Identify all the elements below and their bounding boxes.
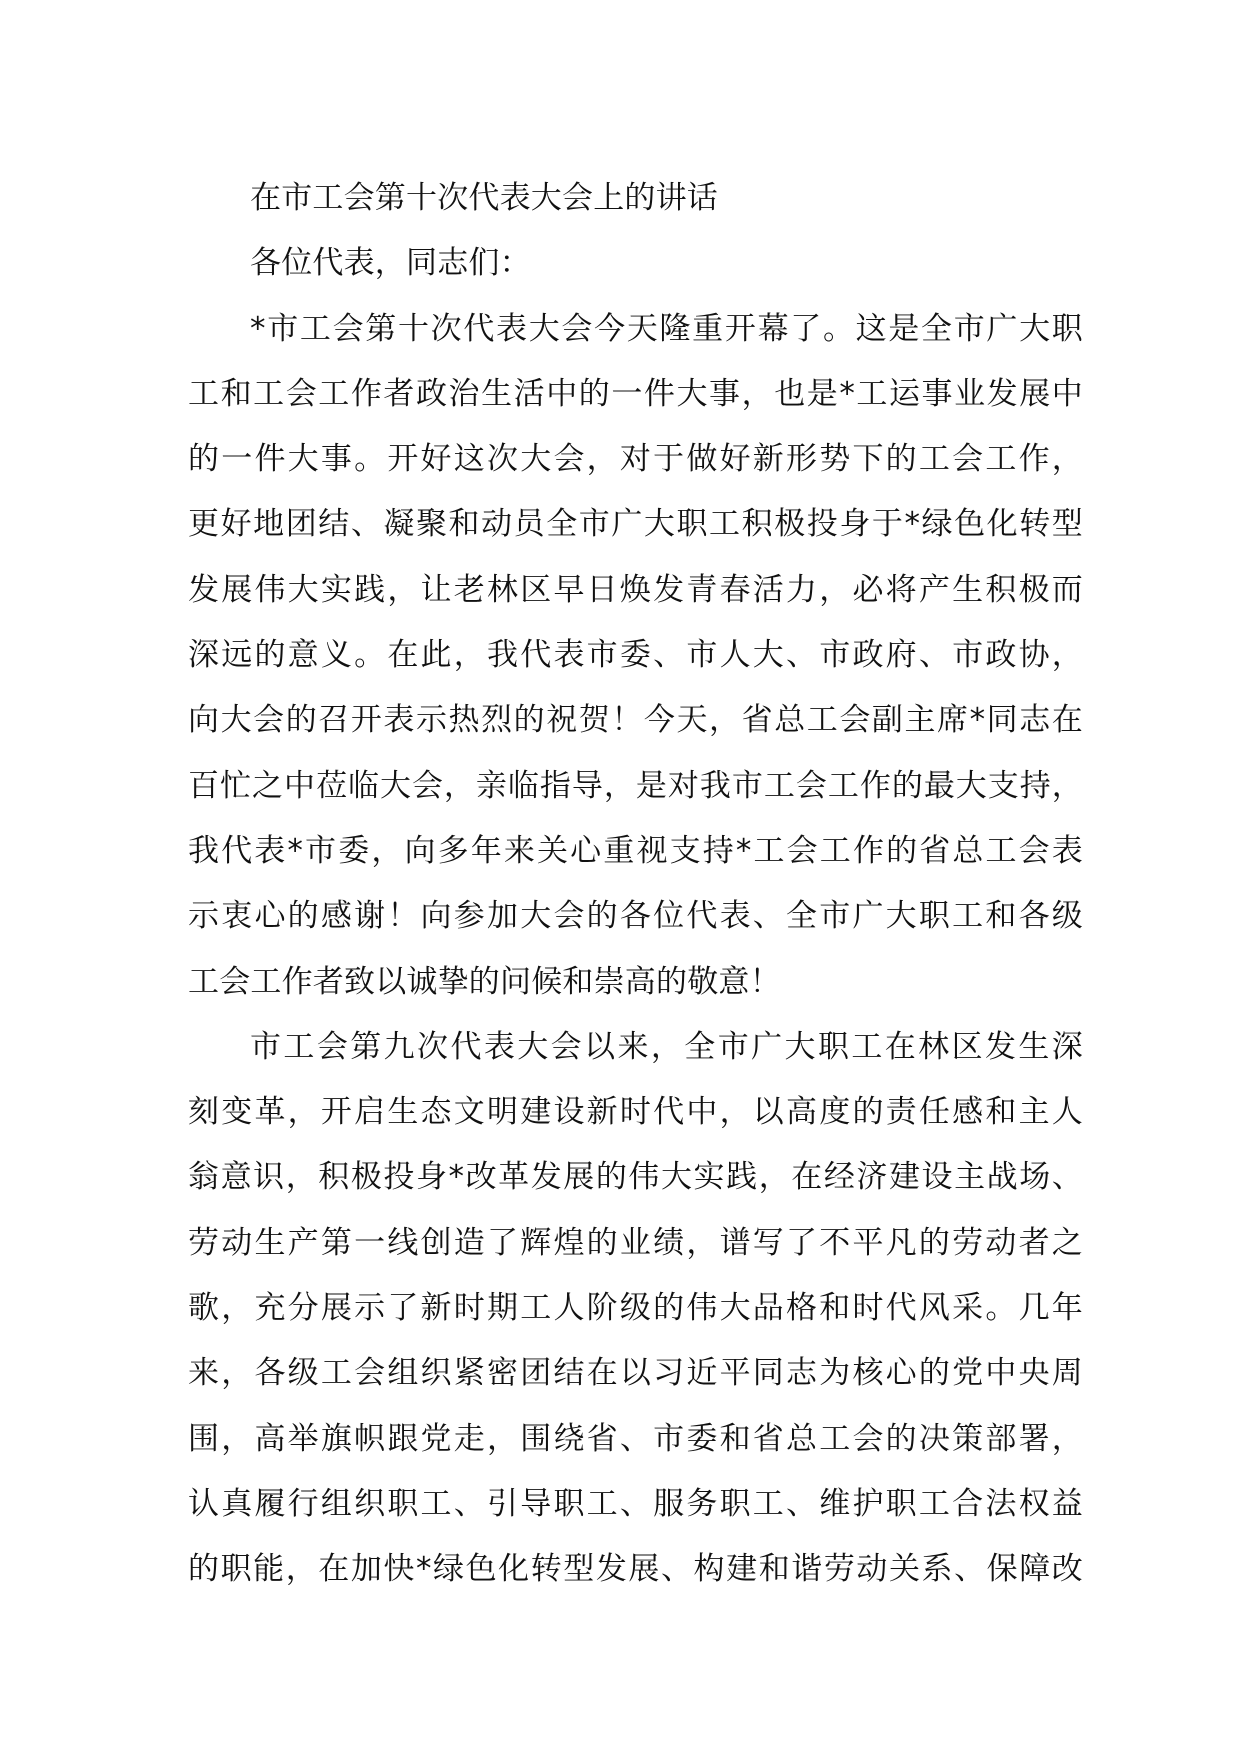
salutation: 各位代表，同志们： xyxy=(250,245,531,282)
paragraph-line: 示衷心的感谢！向参加大会的各位代表、全市广大职工和各级 xyxy=(188,898,1083,935)
paragraph-line: 向大会的召开表示热烈的祝贺！今天，省总工会副主席*同志在 xyxy=(188,702,1083,739)
paragraph-line: 劳动生产第一线创造了辉煌的业绩，谱写了不平凡的劳动者之 xyxy=(188,1224,1083,1261)
paragraph-line: *市工会第十次代表大会今天隆重开幕了。这是全市广大职 xyxy=(250,310,1083,347)
paragraph-line: 的一件大事。开好这次大会，对于做好新形势下的工会工作， xyxy=(188,441,1083,478)
paragraph-line: 翁意识，积极投身*改革发展的伟大实践，在经济建设主战场、 xyxy=(188,1159,1083,1196)
paragraph-line: 我代表*市委，向多年来关心重视支持*工会工作的省总工会表 xyxy=(188,832,1083,869)
paragraph-line: 市工会第九次代表大会以来，全市广大职工在林区发生深 xyxy=(250,1028,1083,1065)
paragraph-line: 工会工作者致以诚挚的问候和崇高的敬意！ xyxy=(188,963,781,1000)
paragraph-line: 来，各级工会组织紧密团结在以习近平同志为核心的党中央周 xyxy=(188,1355,1083,1392)
paragraph-line: 认真履行组织职工、引导职工、服务职工、维护职工合法权益 xyxy=(188,1485,1083,1522)
paragraph-opening xyxy=(188,297,1083,1015)
paragraph-line: 深远的意义。在此，我代表市委、市人大、市政府、市政协， xyxy=(188,637,1083,674)
document-body xyxy=(188,166,1083,1603)
paragraph-line: 的职能，在加快*绿色化转型发展、构建和谐劳动关系、保障改 xyxy=(188,1551,1083,1588)
paragraph-line: 刻变革，开启生态文明建设新时代中，以高度的责任感和主人 xyxy=(188,1094,1083,1131)
document-title: 在市工会第十次代表大会上的讲话 xyxy=(250,180,718,216)
paragraph-line: 发展伟大实践，让老林区早日焕发青春活力，必将产生积极而 xyxy=(188,571,1083,608)
paragraph-line: 围，高举旗帜跟党走，围绕省、市委和省总工会的决策部署， xyxy=(188,1420,1083,1457)
paragraph-line: 百忙之中莅临大会，亲临指导，是对我市工会工作的最大支持， xyxy=(188,767,1083,804)
paragraph-line: 歌，充分展示了新时期工人阶级的伟大品格和时代风采。几年 xyxy=(188,1290,1083,1327)
paragraph-achievements xyxy=(188,1015,1083,1603)
paragraph-line: 工和工会工作者政治生活中的一件大事，也是*工运事业发展中 xyxy=(188,375,1083,412)
paragraph-line: 更好地团结、凝聚和动员全市广大职工积极投身于*绿色化转型 xyxy=(188,506,1083,543)
